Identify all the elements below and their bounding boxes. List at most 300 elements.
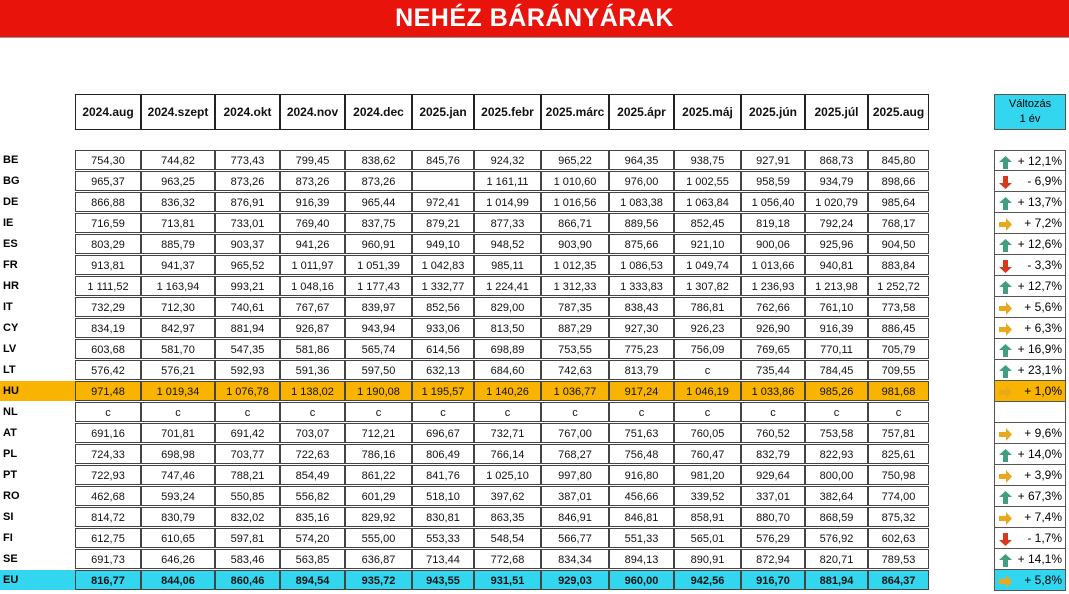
price-cell: 792,24 [805,213,868,233]
price-cell: 1 046,19 [674,381,741,401]
column-header: 2025.jan [412,94,474,130]
price-cell: 553,33 [412,528,474,548]
price-cell: 813,79 [609,360,674,380]
price-cell: 1 236,93 [741,276,805,296]
change-cell [994,486,1066,507]
column-header: 2024.dec [345,94,412,130]
arrow-up-icon [999,155,1012,168]
arrow-up-icon [999,364,1012,377]
change-value: - 6,9% [1027,174,1062,188]
price-cell: 960,00 [609,570,674,590]
price-cell: c [805,402,868,422]
change-value: + 13,7% [1017,195,1062,209]
change-value: + 12,7% [1017,279,1062,293]
price-cell: 836,32 [141,192,215,212]
change-cell [994,213,1066,234]
price-cell: 985,26 [805,381,868,401]
price-cell: 927,30 [609,318,674,338]
price-cell: 846,91 [541,507,609,527]
change-cell [994,360,1066,381]
price-cell: 556,82 [280,486,345,506]
price-cell: 761,10 [805,297,868,317]
price-cell: 766,14 [474,444,541,464]
country-code: AT [3,427,17,439]
price-cell: 576,21 [141,360,215,380]
price-cell: 875,66 [609,234,674,254]
price-cell: 612,75 [75,528,141,548]
price-cell: 576,92 [805,528,868,548]
price-cell: 835,16 [280,507,345,527]
price-cell: 713,81 [141,213,215,233]
price-cell: c [474,402,541,422]
price-cell: 592,93 [215,360,280,380]
table-row [0,234,1069,255]
price-cell: 916,39 [280,192,345,212]
price-cell: 548,54 [474,528,541,548]
price-cell: 751,63 [609,423,674,443]
price-cell: 875,32 [868,507,929,527]
change-cell [994,570,1066,591]
price-cell: 997,80 [541,465,609,485]
price-cell: 860,46 [215,570,280,590]
price-cell: 942,56 [674,570,741,590]
price-cell: 1 161,11 [474,171,541,191]
price-cell: 551,33 [609,528,674,548]
price-cell: 597,50 [345,360,412,380]
change-cell [994,339,1066,360]
country-code: BG [3,175,20,187]
price-cell: 873,26 [345,171,412,191]
price-cell: 1 056,40 [741,192,805,212]
country-code: HU [3,385,19,397]
price-cell: 837,75 [345,213,412,233]
arrow-up-icon [999,448,1012,461]
price-cell: 890,91 [674,549,741,569]
change-cell [994,276,1066,297]
price-cell: 684,60 [474,360,541,380]
price-cell: 834,19 [75,318,141,338]
table-row [0,171,1069,192]
change-cell [994,528,1066,549]
price-cell: 926,23 [674,318,741,338]
country-code: LT [3,364,16,376]
price-cell: 981,20 [674,465,741,485]
country-code: PT [3,469,18,481]
price-cell: 845,76 [412,150,474,170]
price-cell: 760,05 [674,423,741,443]
price-cell: 768,17 [868,213,929,233]
price-cell: 565,01 [674,528,741,548]
price-cell: 800,00 [805,465,868,485]
price-cell: 965,52 [215,255,280,275]
table-row [0,339,1069,360]
price-cell: 1 051,39 [345,255,412,275]
arrow-right-icon [999,427,1012,440]
change-value: + 14,0% [1017,447,1062,461]
price-cell: 767,67 [280,297,345,317]
country-code: IE [3,217,14,229]
price-cell: 917,24 [609,381,674,401]
table-row [0,549,1069,570]
price-cell: 597,81 [215,528,280,548]
price-cell: c [741,402,805,422]
price-cell: 885,79 [141,234,215,254]
column-header: 2024.okt [215,94,280,130]
price-cell: 754,30 [75,150,141,170]
price-cell: 846,81 [609,507,674,527]
country-code: LV [3,343,17,355]
change-value: + 14,1% [1017,552,1062,566]
column-header: 2025.júl [805,94,868,130]
price-cell: 838,43 [609,297,674,317]
price-cell: 722,93 [75,465,141,485]
price-cell: 883,84 [868,255,929,275]
arrow-up-icon [999,553,1012,566]
table-row [0,486,1069,507]
price-cell: 1 010,60 [541,171,609,191]
price-cell: 799,45 [280,150,345,170]
price-cell: 887,29 [541,318,609,338]
price-cell: 868,59 [805,507,868,527]
table-row [0,465,1069,486]
price-cell: c [280,402,345,422]
price-cell: 762,66 [741,297,805,317]
column-header: 2024.szept [141,94,215,130]
price-cell: 786,16 [345,444,412,464]
price-cell: 713,44 [412,549,474,569]
arrow-down-icon [999,532,1012,545]
price-cell: 753,55 [541,339,609,359]
price-cell: 1 013,66 [741,255,805,275]
price-cell: 813,50 [474,318,541,338]
price-cell: 976,00 [609,171,674,191]
arrow-up-icon [999,196,1012,209]
column-header: 2025.febr [474,94,541,130]
price-cell: 576,29 [741,528,805,548]
price-cell: 576,42 [75,360,141,380]
price-cell: 550,85 [215,486,280,506]
price-cell: 963,25 [141,171,215,191]
price-cell: 775,23 [609,339,674,359]
arrow-right-icon [999,385,1012,398]
column-header: 2025.jún [741,94,805,130]
change-cell [994,234,1066,255]
price-cell: 852,45 [674,213,741,233]
price-cell: 1 083,38 [609,192,674,212]
price-cell: 803,29 [75,234,141,254]
price-cell: 877,33 [474,213,541,233]
price-cell: 1 163,94 [141,276,215,296]
price-cell: 832,79 [741,444,805,464]
price-cell: c [75,402,141,422]
price-cell: 768,27 [541,444,609,464]
price-cell: 757,81 [868,423,929,443]
price-cell: 845,80 [868,150,929,170]
price-cell: 1 195,57 [412,381,474,401]
table-row [0,528,1069,549]
price-cell: 1 086,53 [609,255,674,275]
price-cell: 565,74 [345,339,412,359]
price-cell: 1 224,41 [474,276,541,296]
price-cell: 760,52 [741,423,805,443]
price-cell: 603,68 [75,339,141,359]
arrow-up-icon [999,238,1012,251]
price-cell: c [868,402,929,422]
price-cell: 924,32 [474,150,541,170]
price-cell: 1 049,74 [674,255,741,275]
table-row [0,150,1069,171]
price-cell: 916,80 [609,465,674,485]
price-cell: 863,35 [474,507,541,527]
price-cell: c [215,402,280,422]
price-cell: 894,54 [280,570,345,590]
price-cell: 881,94 [805,570,868,590]
country-code: DE [3,196,19,208]
country-code: SE [3,553,18,565]
price-cell: 830,81 [412,507,474,527]
price-cell: 691,16 [75,423,141,443]
price-cell: 610,65 [141,528,215,548]
price-cell: 926,90 [741,318,805,338]
price-cell: 898,66 [868,171,929,191]
price-cell: 1 252,72 [868,276,929,296]
price-cell: 858,91 [674,507,741,527]
price-cell: 696,67 [412,423,474,443]
price-cell: 904,50 [868,234,929,254]
price-cell: 929,64 [741,465,805,485]
price-cell: 555,00 [345,528,412,548]
price-cell: 816,77 [75,570,141,590]
price-cell: 581,86 [280,339,345,359]
table-row [0,570,1069,591]
change-cell [994,549,1066,570]
change-value: + 7,2% [1024,216,1062,230]
price-cell: 756,48 [609,444,674,464]
price-cell: 753,58 [805,423,868,443]
change-cell [994,318,1066,339]
price-cell: 900,06 [741,234,805,254]
price-cell: 972,41 [412,192,474,212]
price-cell: 943,55 [412,570,474,590]
arrow-up-icon [999,343,1012,356]
price-cell: 832,02 [215,507,280,527]
price-cell: 926,87 [280,318,345,338]
price-cell: 705,79 [868,339,929,359]
price-cell: 1 076,78 [215,381,280,401]
change-header-line2: 1 év [1019,113,1041,125]
page-title: NEHÉZ BÁRÁNYÁRAK [0,0,1069,38]
table-row [0,318,1069,339]
change-cell [994,507,1066,528]
price-cell: 925,96 [805,234,868,254]
price-cell: 866,88 [75,192,141,212]
price-cell: 1 140,26 [474,381,541,401]
price-cell: c [141,402,215,422]
price-cell: 756,09 [674,339,741,359]
price-cell: 985,11 [474,255,541,275]
price-cell: 691,73 [75,549,141,569]
price-cell: 935,72 [345,570,412,590]
column-header: 2024.aug [75,94,141,130]
change-cell [994,192,1066,213]
price-cell: 1 002,55 [674,171,741,191]
price-cell: 964,35 [609,150,674,170]
price-cell: 632,13 [412,360,474,380]
price-cell: 563,85 [280,549,345,569]
price-cell: 716,59 [75,213,141,233]
price-cell: 929,03 [541,570,609,590]
table-row [0,297,1069,318]
price-cell: 387,01 [541,486,609,506]
change-value: + 9,6% [1024,426,1062,440]
price-cell: 938,75 [674,150,741,170]
change-value: + 5,6% [1024,300,1062,314]
price-cell: 770,11 [805,339,868,359]
price-cell: 825,61 [868,444,929,464]
price-cell: c [674,360,741,380]
arrow-up-icon [999,490,1012,503]
price-cell: 940,81 [805,255,868,275]
price-cell: 934,79 [805,171,868,191]
price-cell: 636,87 [345,549,412,569]
country-code: FI [3,532,13,544]
change-cell [994,423,1066,444]
price-cell: 948,52 [474,234,541,254]
arrow-up-icon [999,280,1012,293]
price-cell: 814,72 [75,507,141,527]
arrow-down-icon [999,175,1012,188]
price-cell: 822,93 [805,444,868,464]
price-cell: 1 036,77 [541,381,609,401]
price-cell: 1 033,86 [741,381,805,401]
price-cell: c [345,402,412,422]
price-cell: 1 111,52 [75,276,141,296]
arrow-right-icon [999,301,1012,314]
price-cell: 1 011,97 [280,255,345,275]
price-cell: 732,29 [75,297,141,317]
price-cell: 894,13 [609,549,674,569]
price-cell: 881,94 [215,318,280,338]
price-cell: 773,43 [215,150,280,170]
price-cell: 701,81 [141,423,215,443]
price-cell: 1 177,43 [345,276,412,296]
table-row [0,507,1069,528]
price-cell: 337,01 [741,486,805,506]
price-cell: 1 312,33 [541,276,609,296]
price-cell: 864,37 [868,570,929,590]
price-cell: c [674,402,741,422]
price-cell: 787,35 [541,297,609,317]
table-row [0,276,1069,297]
price-cell: 879,21 [412,213,474,233]
table-row [0,360,1069,381]
price-cell: 788,21 [215,465,280,485]
price-cell: 819,18 [741,213,805,233]
change-cell [994,150,1066,171]
price-cell: 1 012,35 [541,255,609,275]
price-cell: 829,00 [474,297,541,317]
price-cell: 872,94 [741,549,805,569]
change-value: + 23,1% [1017,363,1062,377]
price-cell: 854,49 [280,465,345,485]
price-cell: 740,61 [215,297,280,317]
country-code: CY [3,322,19,334]
price-cell: 839,97 [345,297,412,317]
price-cell: 574,20 [280,528,345,548]
price-cell: 583,46 [215,549,280,569]
price-cell: 1 332,77 [412,276,474,296]
price-cell: 985,64 [868,192,929,212]
arrow-right-icon [999,574,1012,587]
price-cell: 941,37 [141,255,215,275]
price-cell: 841,76 [412,465,474,485]
price-cell: 602,63 [868,528,929,548]
price-cell: 873,26 [215,171,280,191]
price-cell: 889,56 [609,213,674,233]
price-cell: 965,37 [75,171,141,191]
price-cell: 767,00 [541,423,609,443]
price-cell: 518,10 [412,486,474,506]
change-value: + 3,9% [1024,468,1062,482]
change-header-line1: Változás [1008,98,1052,110]
change-value: + 12,6% [1017,237,1062,251]
price-cell: 1 042,83 [412,255,474,275]
price-cell: 1 016,56 [541,192,609,212]
change-cell [994,255,1066,276]
price-cell: 1 190,08 [345,381,412,401]
change-header [994,94,1066,130]
column-header: 2025.aug [868,94,929,130]
price-cell: 566,77 [541,528,609,548]
price-cell: c [541,402,609,422]
change-value: - 3,3% [1027,258,1062,272]
price-cell: 949,10 [412,234,474,254]
price-cell: 769,40 [280,213,345,233]
price-cell: 886,45 [868,318,929,338]
price-cell: 784,45 [805,360,868,380]
table-row [0,402,1069,423]
table-row [0,444,1069,465]
price-cell: 830,79 [141,507,215,527]
change-value: - 1,7% [1027,531,1062,545]
price-cell: 931,51 [474,570,541,590]
price-cell: 958,59 [741,171,805,191]
price-cell: 927,91 [741,150,805,170]
change-cell [994,297,1066,318]
price-cell: 744,82 [141,150,215,170]
price-cell: 943,94 [345,318,412,338]
price-cell: 838,62 [345,150,412,170]
price-cell: 691,42 [215,423,280,443]
price-cell: 1 213,98 [805,276,868,296]
table-row [0,423,1069,444]
price-cell: 709,55 [868,360,929,380]
price-cell: 786,81 [674,297,741,317]
price-cell: 591,36 [280,360,345,380]
price-cell: 873,26 [280,171,345,191]
country-code: ES [3,238,18,250]
change-cell [994,444,1066,465]
price-cell: 965,44 [345,192,412,212]
price-cell: 866,71 [541,213,609,233]
change-value: + 1,0% [1024,384,1062,398]
price-cell: 876,91 [215,192,280,212]
country-code: IT [3,301,13,313]
price-cell: 698,98 [141,444,215,464]
price-cell: 712,30 [141,297,215,317]
price-cell: 880,70 [741,507,805,527]
price-cell: 1 307,82 [674,276,741,296]
